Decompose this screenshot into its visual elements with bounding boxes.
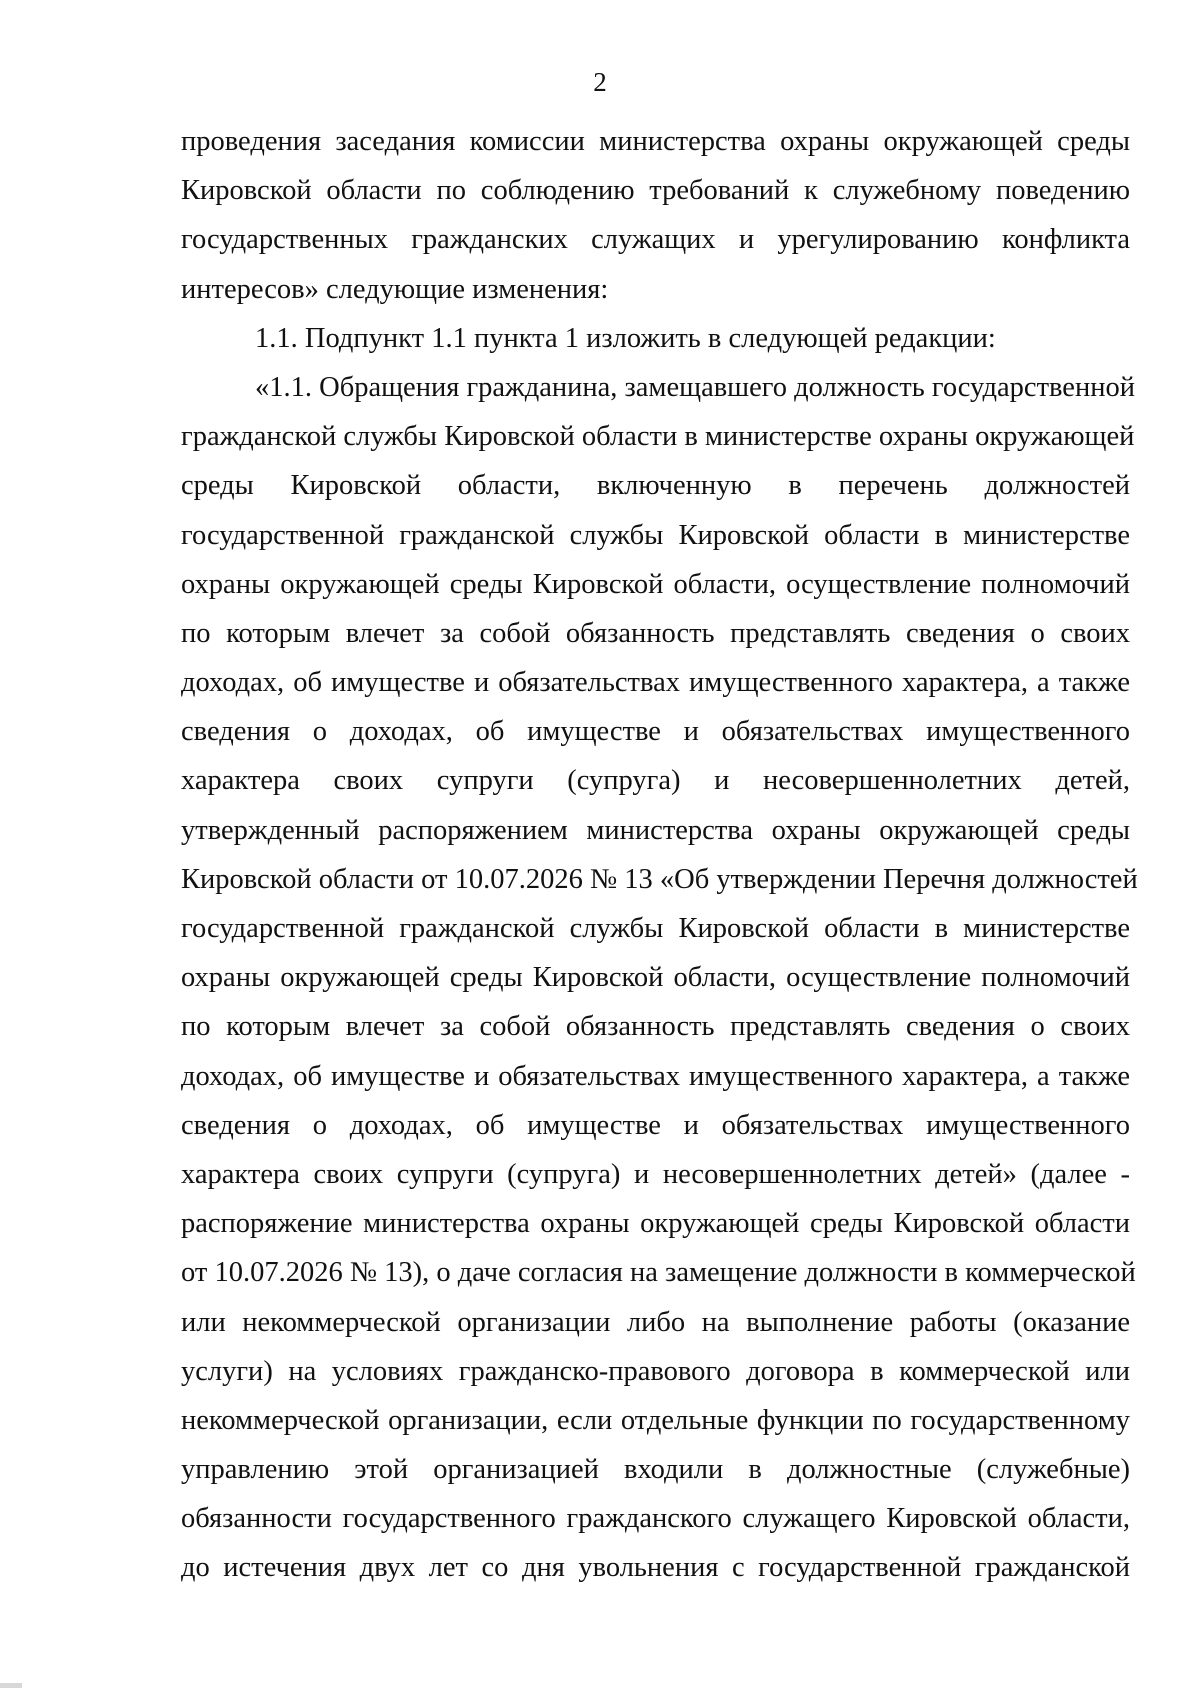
text-line: среды Кировской области, включенную в перечень должностей bbox=[181, 470, 1130, 502]
text-line: утвержденный распоряжением министерства охраны окружающей среды bbox=[181, 814, 1130, 846]
text-line: доходах, об имуществе и обязательствах имущественного характера, а также bbox=[181, 1060, 1130, 1092]
text-line: характера своих супруги (супруга) и несовершеннолетних детей» (далее - bbox=[181, 1158, 1130, 1190]
text-line: по которым влечет за собой обязанность представлять сведения о своих bbox=[181, 617, 1130, 649]
text-line: характера своих супруги (супруга) и несовершеннолетних детей, bbox=[181, 765, 1130, 797]
text-line: управлению этой организацией входили в должностные (служебные) bbox=[181, 1454, 1130, 1486]
text-line: до истечения двух лет со дня увольнения с государственной гражданской bbox=[181, 1552, 1130, 1584]
text-line: или некоммерческой организации либо на выполнение работы (оказание bbox=[181, 1306, 1130, 1338]
text-line: распоряжение министерства охраны окружающей среды Кировской области bbox=[181, 1208, 1130, 1240]
text-line: проведения заседания комиссии министерства охраны окружающей среды bbox=[181, 126, 1130, 157]
text-line: государственной гражданской службы Кировской области в министерстве bbox=[181, 913, 1130, 944]
text-line: Кировской области по соблюдению требований к служебному поведению bbox=[181, 175, 1130, 207]
text-line: услуги) на условиях гражданско-правового договора в коммерческой или bbox=[181, 1355, 1130, 1387]
text-line: по которым влечет за собой обязанность представлять сведения о своих bbox=[181, 1011, 1130, 1043]
scan-artifact bbox=[0, 1683, 22, 1688]
text-line: «1.1. Обращения гражданина, замещавшего должность государственной bbox=[255, 371, 1135, 403]
text-line: Кировской области от 10.07.2026 № 13 «Об утверждении Перечня должностей bbox=[181, 863, 1138, 895]
text-line: охраны окружающей среды Кировской области, осуществление полномочий bbox=[181, 962, 1130, 994]
text-line: государственных гражданских служащих и урегулированию конфликта bbox=[181, 224, 1130, 256]
text-line: некоммерческой организации, если отдельные функции по государственному bbox=[181, 1404, 1130, 1436]
text-line: сведения о доходах, об имуществе и обязательствах имущественного bbox=[181, 1109, 1130, 1141]
text-line: обязанности государственного гражданского служащего Кировской области, bbox=[181, 1503, 1130, 1535]
text-line: гражданской службы Кировской области в министерстве охраны окружающей bbox=[181, 421, 1135, 453]
text-line: охраны окружающей среды Кировской области, осуществление полномочий bbox=[181, 568, 1130, 600]
text-line: государственной гражданской службы Кировской области в министерстве bbox=[181, 519, 1130, 551]
page-number: 2 bbox=[593, 67, 607, 97]
text-line: интересов» следующие изменения: bbox=[181, 273, 609, 305]
text-line: 1.1. Подпункт 1.1 пункта 1 изложить в следующей редакции: bbox=[255, 322, 996, 354]
text-line: от 10.07.2026 № 13), о даче согласия на замещение должности в коммерческой bbox=[181, 1257, 1136, 1289]
text-line: сведения о доходах, об имуществе и обязательствах имущественного bbox=[181, 716, 1130, 748]
text-line: доходах, об имуществе и обязательствах имущественного характера, а также bbox=[181, 667, 1130, 699]
body-text bbox=[181, 117, 1138, 1593]
